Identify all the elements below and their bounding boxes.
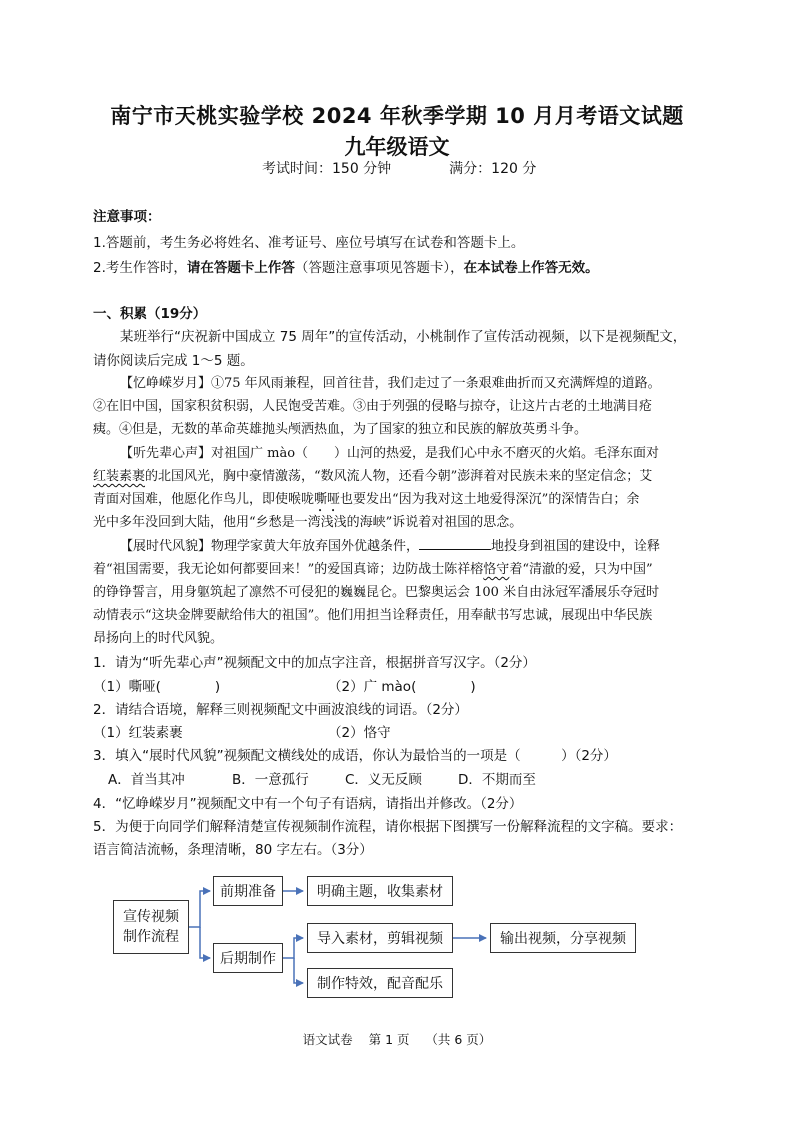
section1-heading: 一、积累（19分） [93, 306, 207, 322]
flow-step1-box: 明确主题，收集素材 [307, 876, 453, 906]
arrow-root-to-pre [188, 891, 210, 927]
wavy-word-keshou: 恪守 [483, 562, 510, 577]
passage2-line-3-b: 也要发出“因为我对这土地爱得深沉”的深情告白；余 [340, 492, 640, 507]
question-2-a: （1）红装素裹 [93, 725, 183, 741]
question-3: 3．填入“展时代风貌”视频配文横线处的成语，你认为最恰当的一项是（ ）（2分） [93, 748, 617, 764]
exam-subtitle: 九年级语文 [344, 135, 450, 159]
footer-subject: 语文试卷 [302, 1032, 353, 1047]
passage3-line-2-b: 着“清澈的爱，只为中国” [509, 562, 653, 577]
passage3-line-3: 的铮铮誓言，用身躯筑起了凛然不可侵犯的巍巍昆仑。巴黎奥运会 100 米自由泳冠军潘展乐夺冠时 [93, 585, 660, 600]
flow-step3-box: 制作特效，配音配乐 [307, 968, 453, 998]
passage1-line-1: 【忆峥嵘岁月】①75 年风雨兼程，回首往昔，我们走过了一条艰难曲折而又充满辉煌的道路。 [120, 376, 661, 391]
question-5-line-1: 5．为便于向同学们解释清楚宣传视频制作流程，请你根据下图撰写一份解释流程的文字稿。要求： [93, 819, 683, 835]
passage2-line-1: 【听先辈心声】对祖国广 mào（ ）山河的热爱，是我们心中永不磨灭的火焰。毛泽东面对 [120, 446, 660, 461]
passage2-line-3-a: 青面对国难，他愿化作鸟儿，即使喉咙 [93, 492, 315, 507]
question-2-b: （2）恪守 [328, 725, 391, 741]
section1-intro-a: 某班举行“庆祝新中国成立 75 周年”的宣传活动，小桃制作了宣传活动视频，以下是视频配文， [120, 329, 687, 345]
arrow-post-to-step3 [294, 958, 303, 983]
flow-step2-box: 导入素材，剪辑视频 [307, 923, 453, 953]
question-2: 2．请结合语境，解释三则视频配文中画波浪线的词语。（2分） [93, 702, 468, 718]
dotted-word-sia: 嘶哑 [314, 492, 341, 507]
notes-item-2-d: 在本试卷上作答无效。 [463, 260, 599, 276]
question-3-option-d: D．不期而至 [458, 772, 536, 788]
passage3-line-1-b: 地投身到祖国的建设中，诠释 [491, 539, 661, 554]
footer-page: 第 1 页 [368, 1032, 410, 1047]
notes-heading: 注意事项： [93, 209, 161, 225]
passage2-line-4: 光中多年没回到大陆，他用“乡愁是一湾浅浅的海峡”诉说着对祖国的思念。 [93, 515, 523, 530]
flow-pre-box: 前期准备 [213, 876, 283, 906]
passage1-line-3: 痍。④但是，无数的革命英雄抛头颅洒热血，为了国家的独立和民族的解放英勇斗争。 [93, 422, 588, 437]
arrow-root-to-post [200, 927, 210, 958]
question-3-option-b: B．一意孤行 [232, 772, 309, 788]
exam-score: 满分：120 分 [449, 161, 537, 177]
passage3-line-5: 昂扬向上的时代风貌。 [93, 631, 224, 646]
notes-item-2-c: （答题注意事项见答题卡）， [294, 260, 464, 276]
flow-root-box: 宣传视频 制作流程 [113, 900, 189, 954]
notes-item-1: 1.答题前，考生务必将姓名、准考证号、座位号填写在试卷和答题卡上。 [93, 235, 525, 251]
flow-post-box: 后期制作 [213, 943, 283, 973]
flow-final-box: 输出视频，分享视频 [490, 923, 636, 953]
wavy-word-hongzhuangsuguo: 红装素裹 [93, 469, 146, 484]
section1-intro-b: 请你阅读后完成 1～5 题。 [93, 353, 254, 369]
notes-item-2-a: 2.考生作答时， [93, 260, 187, 276]
passage2-line-2-rest: 的北国风光，胸中豪情激荡，“数风流人物，还看今朝”澎湃着对民族未来的坚定信念；艾 [145, 469, 653, 484]
exam-time: 考试时间：150 分钟 [262, 161, 392, 177]
passage3-line-1-a: 【展时代风貌】物理学家黄大年放弃国外优越条件， [120, 539, 420, 554]
question-3-option-c: C．义无反顾 [345, 772, 422, 788]
footer-total: （共 6 页） [425, 1032, 492, 1047]
arrow-post-to-step2 [283, 938, 303, 958]
question-1-a: （1）嘶哑( ) [93, 679, 221, 695]
question-5-line-2: 语言简洁流畅，条理清晰，80 字左右。（3分） [93, 842, 373, 858]
notes-item-2-b: 请在答题卡上作答 [186, 260, 295, 276]
question-4: 4．“忆峥嵘岁月”视频配文中有一个句子有语病，请指出并修改。（2分） [93, 796, 523, 812]
page-footer [0, 1030, 794, 1048]
question-1: 1．请为“听先辈心声”视频配文中的加点字注音，根据拼音写汉字。（2分） [93, 655, 536, 671]
passage1-line-2: ②在旧中国，国家积贫积弱，人民饱受苦难。③由于列强的侵略与掠夺，让这片古老的土地满目疮 [93, 399, 653, 414]
passage3-line-4: 动情表示“这块金牌要献给伟大的祖国”。他们用担当诠释责任，用奉献书写忠诚，展现出中华民族 [93, 608, 653, 623]
question-3-option-a: A．首当其冲 [108, 772, 185, 788]
exam-title: 南宁市天桃实验学校 2024 年秋季学期 10 月月考语文试题 [110, 104, 684, 128]
question-1-b: （2）广 mào( ) [328, 679, 476, 695]
passage3-line-2-a: 着“祖国需要，我无论如何都要回来！”的爱国真谛；边防战士陈祥榕 [93, 562, 484, 577]
